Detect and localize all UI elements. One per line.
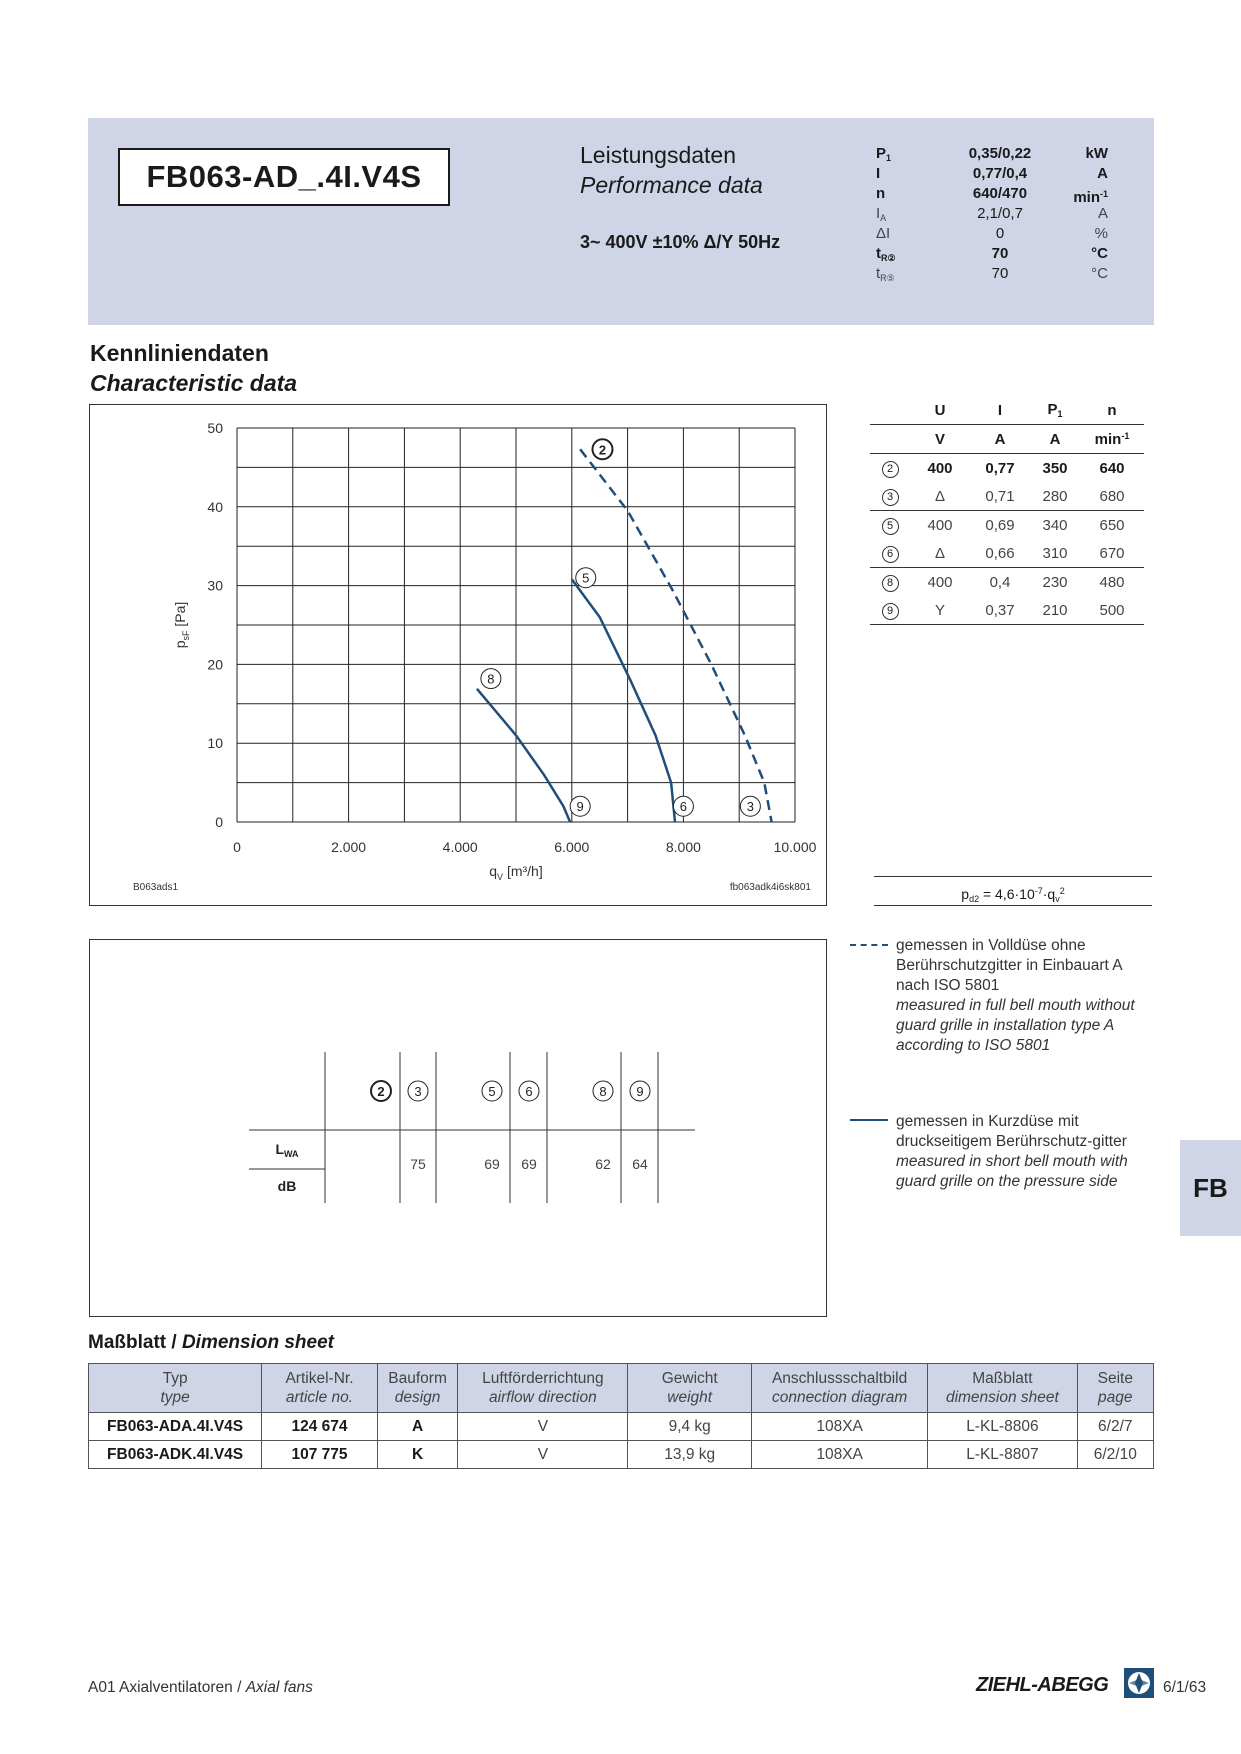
param-value: 0 (995, 225, 1005, 242)
chart-code-left: B063ads1 (133, 882, 179, 893)
col-header-u: U (934, 401, 946, 419)
operating-point-cell: 680 (1099, 487, 1125, 505)
dimension-col-header-en: article no. (285, 1389, 354, 1406)
param-unit: °C (1091, 245, 1108, 262)
unit-p: A (1049, 430, 1061, 448)
operating-point-cell: 400 (927, 516, 953, 534)
y-tick-label: 30 (207, 577, 223, 594)
dimension-col-header-en: page (1098, 1389, 1133, 1406)
dimension-col-header (1077, 1364, 1153, 1413)
param-unit: $\min^{-1}$ (1073, 189, 1108, 206)
dimension-title (88, 1332, 334, 1354)
y-tick-label: 40 (207, 498, 223, 515)
unit-i: A (994, 430, 1006, 448)
dimension-col-header-de: Typ (162, 1370, 188, 1387)
legend-dashed-de: gemessen in Volldüse ohne Berührschutzgitter in Einbauart A nach ISO 5801 (896, 937, 1122, 994)
operating-point-id (870, 454, 910, 483)
dimension-cell: 124 674 (262, 1413, 378, 1441)
dimension-col-header (89, 1364, 262, 1413)
operating-point-row (870, 482, 1144, 511)
operating-point-cell: 340 (1042, 516, 1068, 534)
sound-power-table (89, 939, 827, 1317)
operating-points-table (870, 396, 1144, 625)
param-value: 70 (991, 265, 1009, 282)
param-unit: A (1097, 205, 1108, 222)
dimension-col-header (752, 1364, 928, 1413)
legend-dashed (896, 936, 1136, 1056)
dimension-cell: 107 775 (262, 1441, 378, 1469)
brand-logo: ZIEHL-ABEGG (976, 1674, 1109, 1696)
dimension-col-header-de: Anschlussschaltbild (771, 1370, 908, 1387)
param-symbol: I (876, 165, 881, 182)
param-value: 0,77/0,4 (972, 165, 1028, 182)
fan-curve-chart (89, 404, 827, 906)
section-tab[interactable]: FB (1180, 1140, 1241, 1236)
operating-point-cell: 670 (1099, 544, 1125, 562)
sound-value: 69 (484, 1156, 500, 1172)
curve-5-6 (572, 579, 675, 822)
dimension-col-header (458, 1364, 628, 1413)
unit-n: $\min^{-1}$ (1094, 430, 1130, 448)
param-unit: kW (1085, 145, 1108, 162)
brand-logo-icon (1123, 1667, 1155, 1699)
dimension-cell: V (458, 1441, 628, 1469)
operating-point-cell: 400 (927, 573, 953, 591)
sound-value: 69 (521, 1156, 537, 1172)
sound-point-label: 2 (377, 1084, 385, 1099)
dimension-col-header-en: dimension sheet (945, 1389, 1059, 1406)
operating-point-cell: 0,71 (985, 487, 1015, 505)
dimension-col-header (262, 1364, 378, 1413)
point-circle: 5 (882, 518, 899, 535)
param-value: 2,1/0,7 (977, 205, 1023, 222)
operating-point-cell: 640 (1099, 459, 1125, 477)
performance-title-de: Leistungsdaten (580, 142, 737, 168)
dimension-cell: FB063-ADK.4I.V4S (89, 1441, 262, 1469)
operating-point-cell: 0,77 (985, 459, 1015, 477)
dimension-cell: 108XA (752, 1441, 928, 1469)
page-number: 6/1/63 (1163, 1679, 1207, 1696)
chart-code-right: fb063adk4i6sk801 (729, 882, 811, 893)
operating-point-cell: 210 (1042, 601, 1068, 619)
operating-point-label: 2 (598, 442, 607, 458)
dimension-col-header (377, 1364, 458, 1413)
footer-category-de: A01 Axialventilatoren / (88, 1679, 246, 1696)
legend-dashed-en: measured in full bell mouth without guard grille in installation type A according to ISO 5801 (896, 997, 1135, 1054)
footer-category (88, 1679, 313, 1697)
operating-point-row (870, 568, 1144, 597)
point-circle: 2 (882, 461, 899, 478)
col-header-p1: $P_1$ (1047, 401, 1063, 419)
dimension-cell: 108XA (752, 1413, 928, 1441)
point-circle: 6 (882, 546, 899, 563)
param-symbol: $t_{R⑤}$ (876, 265, 895, 283)
dimension-col-header-de: Seite (1097, 1370, 1133, 1387)
dimension-header-row (89, 1364, 1154, 1413)
param-symbol: ΔI (876, 225, 891, 242)
operating-point-id (870, 511, 910, 540)
sound-point-label: 5 (488, 1084, 496, 1099)
operating-point-cell: Y (934, 601, 945, 619)
operating-point-row (870, 539, 1144, 568)
x-axis-label: $q_V$ [m³/h] (489, 863, 543, 882)
dimension-cell: 13,9 kg (628, 1441, 752, 1469)
operating-point-label: 5 (582, 570, 590, 586)
param-unit: % (1094, 225, 1108, 242)
legend-dashed-line (850, 944, 888, 946)
sound-point-label: 8 (599, 1084, 607, 1099)
y-tick-label: 20 (207, 656, 223, 673)
point-circle: 8 (882, 575, 899, 592)
param-value: 70 (991, 245, 1009, 262)
operating-point-cell: 500 (1099, 601, 1125, 619)
dimension-cell: 6/2/10 (1077, 1441, 1153, 1469)
operating-point-cell: 350 (1042, 459, 1068, 477)
dimension-cell: 6/2/7 (1077, 1413, 1153, 1441)
y-tick-label: 50 (207, 420, 223, 436)
sound-point-label: 9 (636, 1084, 644, 1099)
dimension-title-en: Dimension sheet (181, 1332, 334, 1353)
operating-point-row (870, 511, 1144, 540)
sound-value: 64 (632, 1156, 648, 1172)
dimension-col-header-de: Gewicht (661, 1370, 718, 1387)
y-axis-label: $p_{sF}$ [Pa] (172, 601, 191, 649)
dimension-col-header-en: design (394, 1389, 441, 1406)
pd2-formula: $p_{d2} = 4,6\cdot 10^{-7}\cdot q_v^2$ (874, 876, 1152, 906)
x-tick-label: 2.000 (331, 839, 367, 855)
operating-point-row (870, 454, 1144, 483)
dimension-col-header-de: Artikel-Nr. (285, 1370, 354, 1387)
performance-title-en: Performance data (580, 172, 763, 198)
dimension-cell: K (377, 1441, 458, 1469)
y-tick-label: 0 (215, 814, 223, 830)
sound-unit-label: dB (277, 1178, 297, 1194)
point-circle: 9 (882, 603, 899, 620)
operating-point-cell: 650 (1099, 516, 1125, 534)
point-circle: 3 (882, 489, 899, 506)
param-symbol: $t_{R②}$ (876, 245, 896, 263)
operating-point-cell: 310 (1042, 544, 1068, 562)
dimension-row (89, 1413, 1154, 1441)
dimension-table (88, 1363, 1154, 1469)
operating-point-cell: Δ (934, 544, 946, 562)
sound-value: 75 (410, 1156, 426, 1172)
dimension-cell: L-KL-8807 (928, 1441, 1077, 1469)
param-symbol: n (876, 185, 886, 202)
operating-point-cell: 480 (1099, 573, 1125, 591)
operating-point-label: 3 (746, 799, 754, 815)
param-unit: °C (1091, 265, 1108, 282)
operating-point-cell: 0,66 (985, 544, 1015, 562)
operating-point-cell: 0,69 (985, 516, 1015, 534)
param-value: 640/470 (972, 185, 1028, 202)
sound-row-label: $L_{WA}$ (275, 1141, 299, 1159)
dimension-col-header-en: type (160, 1389, 190, 1406)
characteristic-title-de: Kennliniendaten (90, 340, 269, 366)
supply-spec: 3~ 400V ±10% Δ/Y 50Hz (580, 232, 781, 252)
x-tick-label: 6.000 (554, 839, 590, 855)
operating-point-cell: 0,4 (989, 573, 1011, 591)
col-header-i: I (997, 401, 1003, 419)
operating-point-cell: 280 (1042, 487, 1068, 505)
dimension-col-header-en: weight (667, 1389, 713, 1406)
operating-point-id (870, 482, 910, 511)
sound-value: 62 (595, 1156, 611, 1172)
operating-point-label: 6 (679, 799, 688, 815)
operating-point-label: 9 (576, 799, 584, 815)
operating-point-row (870, 596, 1144, 625)
dimension-col-header-de: Maßblatt (972, 1370, 1033, 1387)
operating-point-cell: 230 (1042, 573, 1068, 591)
operating-point-cell: 400 (927, 459, 953, 477)
footer-category-en: Axial fans (245, 1679, 313, 1696)
unit-u: V (934, 430, 945, 448)
sound-point-label: 3 (414, 1084, 422, 1099)
y-tick-label: 10 (207, 735, 223, 752)
characteristic-title (90, 338, 297, 398)
operating-point-id (870, 568, 910, 597)
legend-solid (896, 1112, 1136, 1192)
dimension-cell: FB063-ADA.4I.V4S (89, 1413, 262, 1441)
operating-point-cell: 0,37 (985, 601, 1015, 619)
operating-point-id (870, 596, 910, 625)
legend-solid-en: measured in short bell mouth with guard grille on the pressure side (896, 1153, 1128, 1190)
param-symbol: $P_1$ (876, 145, 892, 163)
dimension-cell: L-KL-8806 (928, 1413, 1077, 1441)
x-tick-label: 0 (233, 839, 241, 855)
dimension-col-header-en: airflow direction (489, 1389, 597, 1406)
param-value: 0,35/0,22 (968, 145, 1032, 162)
curve-8-9 (477, 689, 570, 822)
legend-solid-de: gemessen in Kurzdüse mit druckseitigem Berührschutz-gitter (896, 1113, 1127, 1150)
dimension-cell: 9,4 kg (628, 1413, 752, 1441)
operating-point-cell: Δ (934, 487, 946, 505)
param-unit: A (1097, 165, 1108, 182)
dimension-cell: A (377, 1413, 458, 1441)
dimension-row (89, 1441, 1154, 1469)
param-symbol: $I_A$ (876, 205, 887, 223)
dimension-col-header-de: Luftförderrichtung (482, 1370, 604, 1387)
dimension-col-header-en: connection diagram (771, 1389, 908, 1406)
dimension-col-header (628, 1364, 752, 1413)
dimension-cell: V (458, 1413, 628, 1441)
x-tick-label: 4.000 (442, 839, 478, 855)
operating-point-id (870, 539, 910, 568)
sound-point-label: 6 (525, 1084, 533, 1099)
x-tick-label: 8.000 (665, 839, 701, 855)
col-header-n: n (1107, 401, 1117, 419)
dimension-col-header (928, 1364, 1077, 1413)
dimension-title-de: Maßblatt / (88, 1332, 182, 1353)
operating-point-label: 8 (487, 671, 495, 687)
dimension-col-header-de: Bauform (388, 1370, 447, 1387)
model-title: FB063-AD_.4I.V4S (118, 148, 450, 206)
legend-solid-line (850, 1119, 888, 1121)
characteristic-title-en: Characteristic data (90, 370, 298, 396)
x-tick-label: 10.000 (773, 839, 817, 855)
